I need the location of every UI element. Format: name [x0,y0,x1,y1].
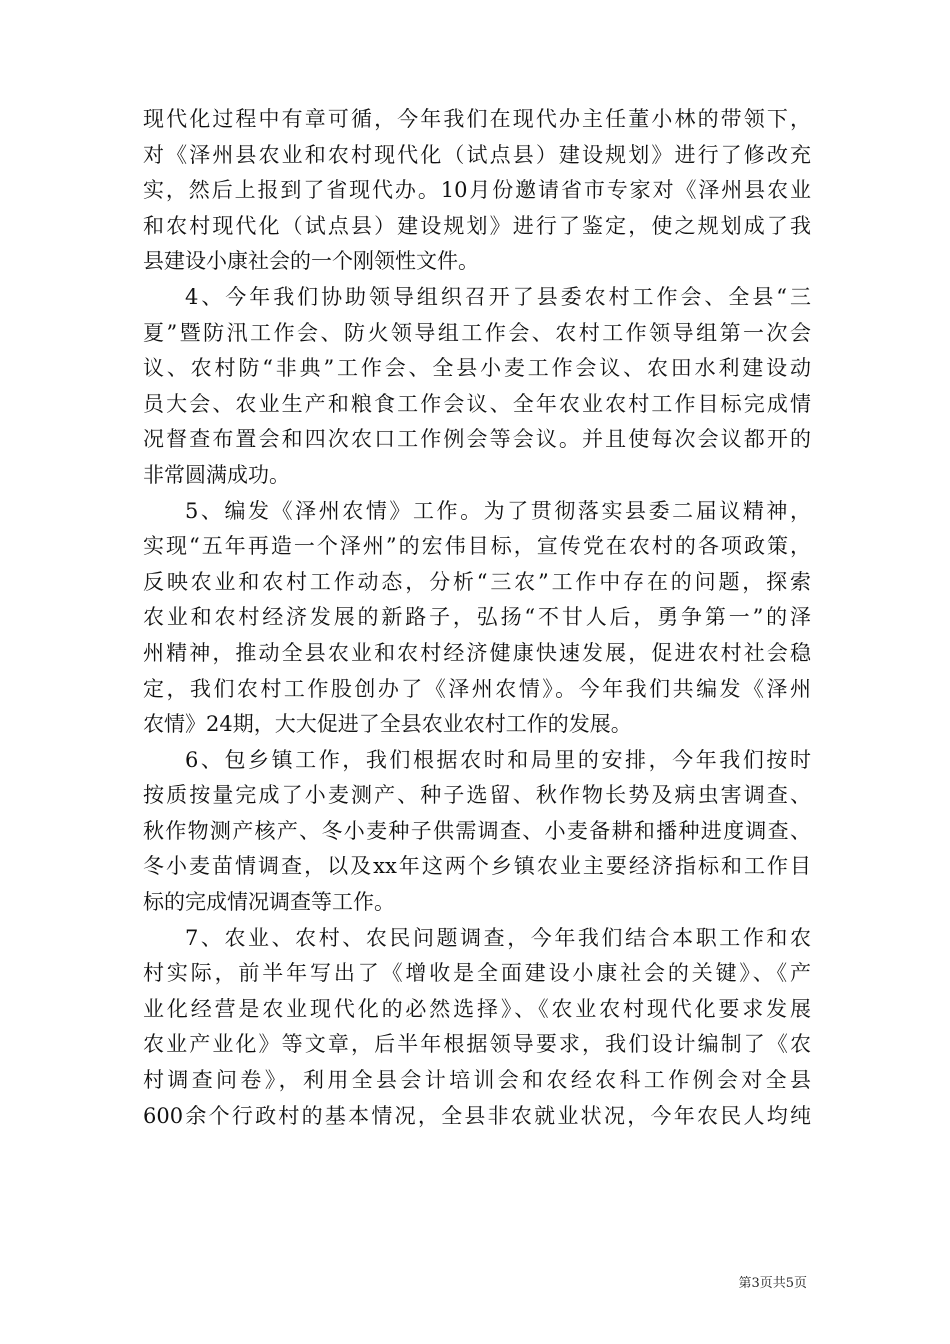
text-line: 农业产业化》等文章，后半年根据领导要求，我们设计编制了《农 [143,1032,811,1057]
text-line: 县建设小康社会的一个刚领性文件。 [143,249,479,274]
text-line: 夏”暨防汛工作会、防火领导组工作会、农村工作领导组第一次会 [143,320,811,345]
text-line: 标的完成情况调查等工作。 [143,890,395,915]
text-line: 秋作物测产核产、冬小麦种子供需调查、小麦备耕和播种进度调查、 [143,818,811,843]
text-line: 对《泽州县农业和农村现代化（试点县）建设规划》进行了修改充 [143,142,811,167]
text-line: 村调查问卷》，利用全县会计培训会和农经农科工作例会对全县 [143,1068,811,1093]
text-line: 况督查布置会和四次农口工作例会等会议。并且使每次会议都开的 [143,427,811,452]
text-line: 按质按量完成了小麦测产、种子选留、秋作物长势及病虫害调查、 [143,783,811,808]
text-line: 州精神，推动全县农业和农村经济健康快速发展，促进农村社会稳 [143,640,811,665]
text-line: 7、农业、农村、农民问题调查，今年我们结合本职工作和农 [185,925,811,950]
text-line: 业化经营是农业现代化的必然选择》、《农业农村现代化要求发展 [143,996,811,1021]
text-line: 600余个行政村的基本情况，全县非农就业状况，今年农民人均纯 [143,1103,811,1128]
text-line: 6、包乡镇工作，我们根据农时和局里的安排，今年我们按时 [185,747,811,772]
text-line: 议、农村防“非典”工作会、全县小麦工作会议、农田水利建设动 [143,356,811,381]
document-body [143,102,811,1134]
text-line: 和农村现代化（试点县）建设规划》进行了鉴定，使之规划成了我 [143,213,811,238]
text-line: 现代化过程中有章可循，今年我们在现代办主任董小林的带领下， [143,107,811,131]
text-line: 农情》24期，大大促进了全县农业农村工作的发展。 [143,712,632,737]
text-line: 反映农业和农村工作动态，分析“三农”工作中存在的问题，探索 [143,569,811,594]
text-line: 村实际，前半年写出了《增收是全面建设小康社会的关键》、《产 [143,961,811,986]
text-line: 实，然后上报到了省现代办。10月份邀请省市专家对《泽州县农业 [143,178,811,203]
text-line: 冬小麦苗情调查，以及xx年这两个乡镇农业主要经济指标和工作目 [143,854,811,879]
text-line: 5、编发《泽州农情》工作。为了贯彻落实县委二届议精神， [185,498,811,523]
page-number: 第3页共5页 [738,1276,807,1291]
text-line: 农业和农村经济发展的新路子，弘扬“不甘人后，勇争第一”的泽 [143,605,811,630]
text-line: 员大会、农业生产和粮食工作会议、全年农业农村工作目标完成情 [143,391,811,416]
text-line: 实现“五年再造一个泽州”的宏伟目标，宣传党在农村的各项政策， [143,534,811,559]
text-line: 非常圆满成功。 [143,462,290,487]
text-line: 4、今年我们协助领导组织召开了县委农村工作会、全县“三 [185,284,811,309]
text-line: 定，我们农村工作股创办了《泽州农情》。今年我们共编发《泽州 [143,676,811,701]
